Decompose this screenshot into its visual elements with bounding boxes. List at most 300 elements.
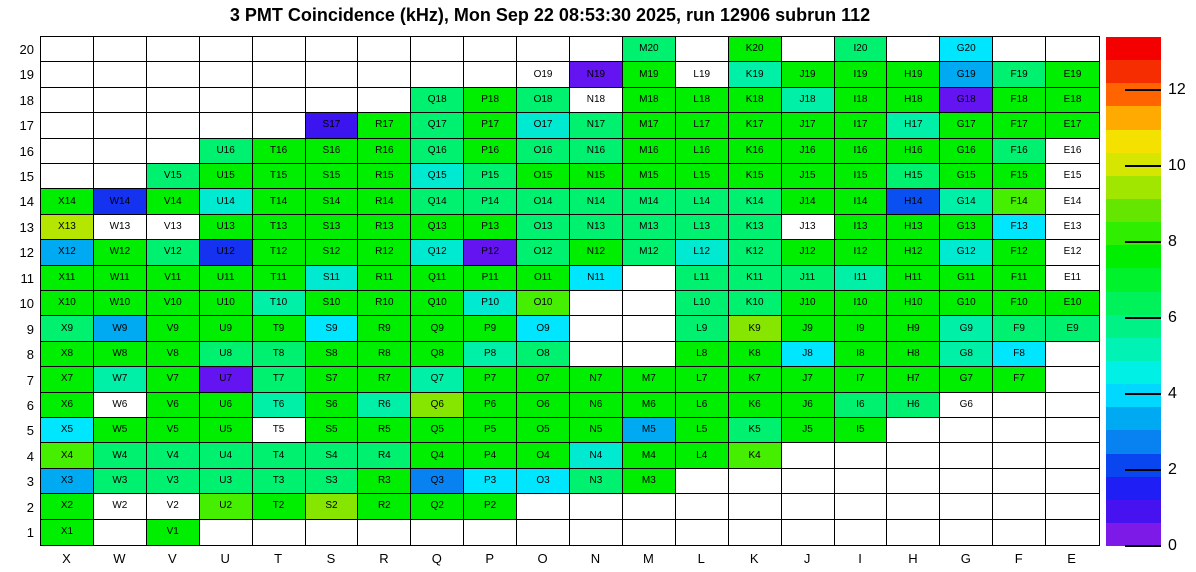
cell-empty [623, 316, 676, 341]
cell-J19: J19 [782, 62, 835, 87]
colorbar-segment [1106, 83, 1161, 106]
x-axis-label-T: T [274, 551, 283, 566]
y-axis-label-14: 14 [19, 194, 34, 210]
cell-Q17: Q17 [411, 113, 464, 138]
cell-empty [41, 37, 94, 62]
cell-J18: J18 [782, 88, 835, 113]
cell-empty [306, 520, 359, 545]
cell-T4: T4 [253, 443, 306, 468]
cell-empty [940, 494, 993, 519]
cell-G20: G20 [940, 37, 993, 62]
cell-I8: I8 [835, 342, 888, 367]
colorbar-segment [1106, 245, 1161, 268]
cell-T5: T5 [253, 418, 306, 443]
cell-E15: E15 [1046, 164, 1099, 189]
cell-empty [41, 113, 94, 138]
colorbar-segment [1106, 430, 1161, 453]
colorbar-tick-label-4: 4 [1168, 385, 1177, 403]
cell-U15: U15 [200, 164, 253, 189]
cell-I12: I12 [835, 240, 888, 265]
cell-empty [200, 113, 253, 138]
cell-X12: X12 [41, 240, 94, 265]
cell-M18: M18 [623, 88, 676, 113]
colorbar-segment [1106, 268, 1161, 291]
cell-I20: I20 [835, 37, 888, 62]
cell-empty [200, 520, 253, 545]
cell-empty [1046, 393, 1099, 418]
cell-empty [993, 393, 1046, 418]
cell-empty [887, 469, 940, 494]
x-axis-label-N: N [590, 551, 601, 566]
cell-J16: J16 [782, 139, 835, 164]
cell-H12: H12 [887, 240, 940, 265]
cell-empty [623, 520, 676, 545]
cell-T9: T9 [253, 316, 306, 341]
cell-S14: S14 [306, 189, 359, 214]
cell-I15: I15 [835, 164, 888, 189]
cell-F9: F9 [993, 316, 1046, 341]
cell-K15: K15 [729, 164, 782, 189]
cell-X5: X5 [41, 418, 94, 443]
cell-P18: P18 [464, 88, 517, 113]
cell-V14: V14 [147, 189, 200, 214]
cell-empty [94, 37, 147, 62]
cell-R11: R11 [358, 266, 411, 291]
cell-G13: G13 [940, 215, 993, 240]
cell-G7: G7 [940, 367, 993, 392]
cell-O15: O15 [517, 164, 570, 189]
cell-empty [887, 443, 940, 468]
cell-empty [253, 520, 306, 545]
cell-empty [1046, 367, 1099, 392]
cell-H7: H7 [887, 367, 940, 392]
cell-P15: P15 [464, 164, 517, 189]
cell-K12: K12 [729, 240, 782, 265]
cell-K8: K8 [729, 342, 782, 367]
cell-Q11: Q11 [411, 266, 464, 291]
cell-S17: S17 [306, 113, 359, 138]
y-axis-label-2: 2 [26, 499, 34, 515]
cell-empty [782, 520, 835, 545]
cell-T10: T10 [253, 291, 306, 316]
cell-V13: V13 [147, 215, 200, 240]
cell-F17: F17 [993, 113, 1046, 138]
cell-N19: N19 [570, 62, 623, 87]
cell-K7: K7 [729, 367, 782, 392]
cell-Q5: Q5 [411, 418, 464, 443]
x-axis-label-F: F [1014, 551, 1023, 566]
cell-H10: H10 [887, 291, 940, 316]
x-axis-label-L: L [697, 551, 705, 566]
colorbar-segment [1106, 523, 1161, 546]
cell-P7: P7 [464, 367, 517, 392]
cell-empty [676, 520, 729, 545]
cell-K20: K20 [729, 37, 782, 62]
cell-empty [147, 88, 200, 113]
cell-empty [358, 37, 411, 62]
cell-empty [729, 520, 782, 545]
cell-N12: N12 [570, 240, 623, 265]
cell-L13: L13 [676, 215, 729, 240]
cell-X10: X10 [41, 291, 94, 316]
cell-I16: I16 [835, 139, 888, 164]
colorbar-segment [1106, 106, 1161, 129]
cell-V5: V5 [147, 418, 200, 443]
colorbar-tick [1125, 545, 1161, 547]
cell-I14: I14 [835, 189, 888, 214]
cell-F11: F11 [993, 266, 1046, 291]
cell-empty [993, 520, 1046, 545]
cell-T15: T15 [253, 164, 306, 189]
x-axis-label-G: G [960, 551, 971, 566]
cell-E9: E9 [1046, 316, 1099, 341]
cell-Q16: Q16 [411, 139, 464, 164]
cell-X13: X13 [41, 215, 94, 240]
cell-P16: P16 [464, 139, 517, 164]
cell-empty [253, 88, 306, 113]
cell-empty [41, 88, 94, 113]
cell-R5: R5 [358, 418, 411, 443]
y-axis-label-5: 5 [26, 423, 34, 439]
cell-K6: K6 [729, 393, 782, 418]
y-axis-label-16: 16 [19, 143, 34, 159]
y-axis-label-12: 12 [19, 245, 34, 261]
cell-P13: P13 [464, 215, 517, 240]
cell-Q18: Q18 [411, 88, 464, 113]
cell-W3: W3 [94, 469, 147, 494]
cell-M4: M4 [623, 443, 676, 468]
cell-V15: V15 [147, 164, 200, 189]
cell-W2: W2 [94, 494, 147, 519]
y-axis-label-4: 4 [26, 448, 34, 464]
cell-R8: R8 [358, 342, 411, 367]
cell-Q2: Q2 [411, 494, 464, 519]
cell-W9: W9 [94, 316, 147, 341]
cell-empty [253, 113, 306, 138]
cell-empty [464, 62, 517, 87]
cell-F12: F12 [993, 240, 1046, 265]
cell-R16: R16 [358, 139, 411, 164]
cell-K5: K5 [729, 418, 782, 443]
x-axis-label-S: S [326, 551, 336, 566]
cell-U4: U4 [200, 443, 253, 468]
cell-S15: S15 [306, 164, 359, 189]
cell-G17: G17 [940, 113, 993, 138]
cell-N4: N4 [570, 443, 623, 468]
cell-M3: M3 [623, 469, 676, 494]
cell-N6: N6 [570, 393, 623, 418]
cell-R4: R4 [358, 443, 411, 468]
cell-G15: G15 [940, 164, 993, 189]
cell-empty [147, 113, 200, 138]
cell-empty [570, 494, 623, 519]
cell-V4: V4 [147, 443, 200, 468]
cell-S13: S13 [306, 215, 359, 240]
cell-G12: G12 [940, 240, 993, 265]
cell-O8: O8 [517, 342, 570, 367]
cell-empty [517, 520, 570, 545]
cell-empty [306, 62, 359, 87]
cell-V1: V1 [147, 520, 200, 545]
cell-empty [517, 494, 570, 519]
cell-empty [887, 37, 940, 62]
cell-J14: J14 [782, 189, 835, 214]
cell-F13: F13 [993, 215, 1046, 240]
cell-I17: I17 [835, 113, 888, 138]
cell-Q13: Q13 [411, 215, 464, 240]
x-axis-label-W: W [113, 551, 126, 566]
cell-H13: H13 [887, 215, 940, 240]
cell-empty [676, 469, 729, 494]
cell-J17: J17 [782, 113, 835, 138]
cell-empty [411, 62, 464, 87]
cell-I19: I19 [835, 62, 888, 87]
y-axis-label-11: 11 [20, 270, 34, 286]
cell-E10: E10 [1046, 291, 1099, 316]
cell-E13: E13 [1046, 215, 1099, 240]
cell-M13: M13 [623, 215, 676, 240]
cell-empty [253, 62, 306, 87]
cell-T14: T14 [253, 189, 306, 214]
y-axis-label-10: 10 [19, 296, 34, 312]
cell-I13: I13 [835, 215, 888, 240]
cell-R7: R7 [358, 367, 411, 392]
cell-L17: L17 [676, 113, 729, 138]
cell-W4: W4 [94, 443, 147, 468]
cell-empty [94, 113, 147, 138]
cell-E17: E17 [1046, 113, 1099, 138]
cell-L19: L19 [676, 62, 729, 87]
y-axis-label-3: 3 [26, 474, 34, 490]
cell-K19: K19 [729, 62, 782, 87]
x-axis-label-O: O [537, 551, 548, 566]
cell-O12: O12 [517, 240, 570, 265]
cell-N16: N16 [570, 139, 623, 164]
cell-R12: R12 [358, 240, 411, 265]
cell-T12: T12 [253, 240, 306, 265]
cell-P11: P11 [464, 266, 517, 291]
cell-S7: S7 [306, 367, 359, 392]
cell-P10: P10 [464, 291, 517, 316]
cell-empty [1046, 494, 1099, 519]
cell-H19: H19 [887, 62, 940, 87]
cell-O10: O10 [517, 291, 570, 316]
cell-G19: G19 [940, 62, 993, 87]
cell-H6: H6 [887, 393, 940, 418]
cell-F18: F18 [993, 88, 1046, 113]
heatmap-grid [40, 36, 1100, 546]
cell-G6: G6 [940, 393, 993, 418]
cell-U6: U6 [200, 393, 253, 418]
cell-S6: S6 [306, 393, 359, 418]
colorbar-tick [1125, 469, 1161, 471]
x-axis-label-J: J [803, 551, 811, 566]
colorbar-tick-label-8: 8 [1168, 233, 1177, 251]
x-axis-label-K: K [749, 551, 759, 566]
cell-L4: L4 [676, 443, 729, 468]
cell-empty [253, 37, 306, 62]
cell-empty [358, 88, 411, 113]
cell-R3: R3 [358, 469, 411, 494]
cell-P4: P4 [464, 443, 517, 468]
cell-P8: P8 [464, 342, 517, 367]
cell-T13: T13 [253, 215, 306, 240]
cell-P14: P14 [464, 189, 517, 214]
cell-empty [570, 520, 623, 545]
cell-F10: F10 [993, 291, 1046, 316]
x-axis-label-X: X [62, 551, 71, 566]
cell-Q7: Q7 [411, 367, 464, 392]
cell-empty [940, 418, 993, 443]
cell-L10: L10 [676, 291, 729, 316]
y-axis-label-6: 6 [26, 398, 34, 414]
cell-S2: S2 [306, 494, 359, 519]
cell-X2: X2 [41, 494, 94, 519]
cell-W13: W13 [94, 215, 147, 240]
cell-empty [993, 494, 1046, 519]
y-axis-label-20: 20 [19, 41, 34, 57]
cell-M12: M12 [623, 240, 676, 265]
cell-S8: S8 [306, 342, 359, 367]
cell-H14: H14 [887, 189, 940, 214]
cell-S16: S16 [306, 139, 359, 164]
cell-empty [570, 342, 623, 367]
cell-R15: R15 [358, 164, 411, 189]
cell-N3: N3 [570, 469, 623, 494]
cell-H9: H9 [887, 316, 940, 341]
cell-M16: M16 [623, 139, 676, 164]
cell-empty [200, 62, 253, 87]
cell-empty [147, 37, 200, 62]
cell-Q4: Q4 [411, 443, 464, 468]
cell-P5: P5 [464, 418, 517, 443]
cell-G14: G14 [940, 189, 993, 214]
cell-K13: K13 [729, 215, 782, 240]
cell-S12: S12 [306, 240, 359, 265]
cell-H11: H11 [887, 266, 940, 291]
cell-Q6: Q6 [411, 393, 464, 418]
cell-empty [782, 37, 835, 62]
cell-Q9: Q9 [411, 316, 464, 341]
cell-empty [676, 37, 729, 62]
cell-O13: O13 [517, 215, 570, 240]
cell-N11: N11 [570, 266, 623, 291]
cell-X6: X6 [41, 393, 94, 418]
cell-L16: L16 [676, 139, 729, 164]
cell-U3: U3 [200, 469, 253, 494]
colorbar-tick [1125, 393, 1161, 395]
cell-E11: E11 [1046, 266, 1099, 291]
cell-Q14: Q14 [411, 189, 464, 214]
colorbar-segment [1106, 176, 1161, 199]
cell-T16: T16 [253, 139, 306, 164]
cell-F7: F7 [993, 367, 1046, 392]
cell-empty [729, 494, 782, 519]
colorbar-tick [1125, 317, 1161, 319]
cell-empty [200, 37, 253, 62]
cell-K14: K14 [729, 189, 782, 214]
cell-empty [623, 291, 676, 316]
cell-H16: H16 [887, 139, 940, 164]
colorbar-segment [1106, 199, 1161, 222]
cell-N5: N5 [570, 418, 623, 443]
cell-empty [835, 494, 888, 519]
cell-V8: V8 [147, 342, 200, 367]
y-axis-label-17: 17 [19, 118, 34, 134]
cell-L12: L12 [676, 240, 729, 265]
cell-empty [782, 494, 835, 519]
y-axis-label-1: 1 [26, 525, 34, 541]
cell-Q15: Q15 [411, 164, 464, 189]
y-axis-label-8: 8 [26, 347, 34, 363]
cell-I6: I6 [835, 393, 888, 418]
colorbar-tick [1125, 165, 1161, 167]
cell-J11: J11 [782, 266, 835, 291]
cell-S3: S3 [306, 469, 359, 494]
cell-W12: W12 [94, 240, 147, 265]
cell-W5: W5 [94, 418, 147, 443]
cell-P17: P17 [464, 113, 517, 138]
cell-M6: M6 [623, 393, 676, 418]
cell-F16: F16 [993, 139, 1046, 164]
cell-G16: G16 [940, 139, 993, 164]
cell-W8: W8 [94, 342, 147, 367]
cell-I10: I10 [835, 291, 888, 316]
cell-J13: J13 [782, 215, 835, 240]
cell-K17: K17 [729, 113, 782, 138]
colorbar-segment [1106, 338, 1161, 361]
cell-O7: O7 [517, 367, 570, 392]
cell-N17: N17 [570, 113, 623, 138]
y-axis-label-13: 13 [19, 219, 34, 235]
cell-E19: E19 [1046, 62, 1099, 87]
cell-L8: L8 [676, 342, 729, 367]
cell-O3: O3 [517, 469, 570, 494]
cell-empty [1046, 418, 1099, 443]
cell-U5: U5 [200, 418, 253, 443]
cell-U13: U13 [200, 215, 253, 240]
cell-O14: O14 [517, 189, 570, 214]
cell-X1: X1 [41, 520, 94, 545]
cell-empty [835, 520, 888, 545]
cell-U8: U8 [200, 342, 253, 367]
cell-T11: T11 [253, 266, 306, 291]
cell-J6: J6 [782, 393, 835, 418]
cell-E18: E18 [1046, 88, 1099, 113]
cell-empty [41, 164, 94, 189]
cell-empty [517, 37, 570, 62]
cell-U16: U16 [200, 139, 253, 164]
cell-empty [411, 520, 464, 545]
cell-empty [729, 469, 782, 494]
cell-Q10: Q10 [411, 291, 464, 316]
cell-L14: L14 [676, 189, 729, 214]
cell-X3: X3 [41, 469, 94, 494]
cell-empty [1046, 443, 1099, 468]
cell-H15: H15 [887, 164, 940, 189]
cell-I5: I5 [835, 418, 888, 443]
colorbar-tick-label-2: 2 [1168, 461, 1177, 479]
cell-L11: L11 [676, 266, 729, 291]
cell-G10: G10 [940, 291, 993, 316]
cell-U10: U10 [200, 291, 253, 316]
cell-N18: N18 [570, 88, 623, 113]
cell-M14: M14 [623, 189, 676, 214]
cell-P9: P9 [464, 316, 517, 341]
cell-empty [835, 443, 888, 468]
cell-P2: P2 [464, 494, 517, 519]
cell-T7: T7 [253, 367, 306, 392]
